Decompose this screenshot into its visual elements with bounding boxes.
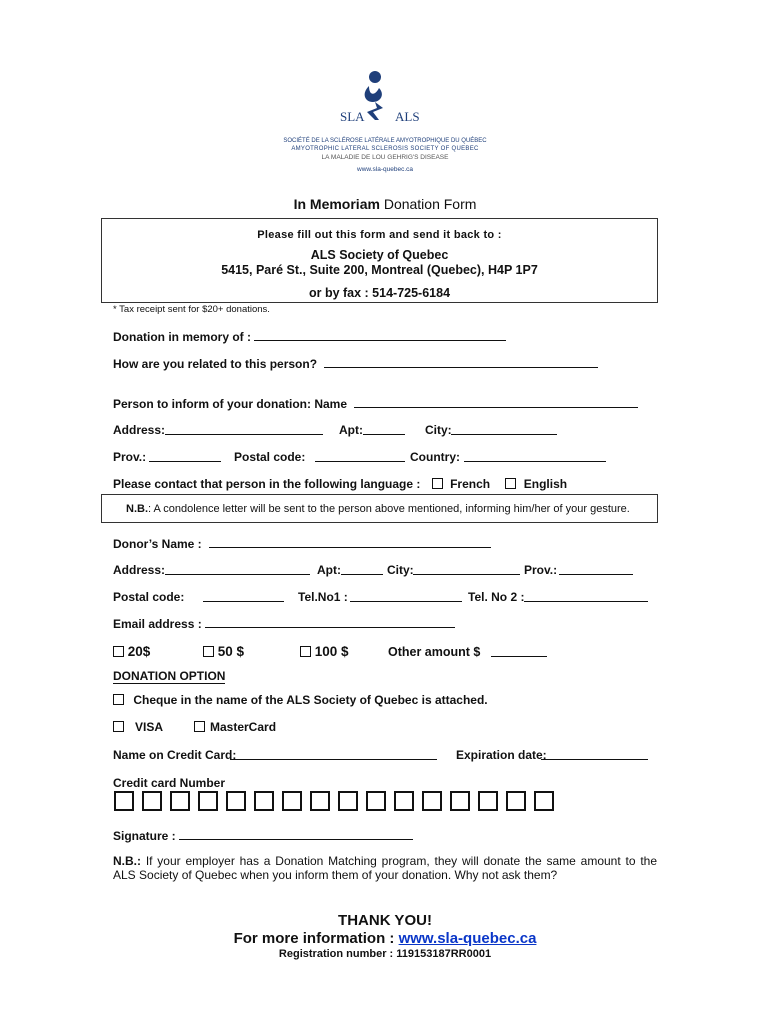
amount-50-option[interactable] [203,644,244,659]
inform-apt-label: Apt: [339,423,363,437]
condolence-note-text: : A condolence letter will be sent to the person above mentioned, informing him/her of your gesture. [148,503,630,515]
matching-note-label: N.B.: [113,854,141,868]
logo [0,60,770,180]
condolence-note-label: N.B. [126,503,148,515]
memory-row [113,329,506,344]
donor-city-label: City: [387,563,414,577]
donor-apt-field[interactable] [341,563,383,575]
condolence-note [126,503,630,515]
french-label: French [450,477,491,491]
card-digit-box[interactable] [254,791,274,811]
card-digit-box[interactable] [338,791,358,811]
card-name-label: Name on Credit Card: [113,748,237,762]
french-checkbox[interactable] [432,478,443,489]
amount-20-option[interactable] [113,644,150,659]
amount-20-checkbox[interactable] [113,646,124,657]
related-field[interactable] [324,356,598,368]
donor-address-field[interactable] [165,563,310,575]
address-fax: or by fax : 514-725-6184 [308,286,451,300]
inform-name-label: Person to inform of your donation: Name [113,397,348,411]
inform-address-field[interactable] [165,423,323,435]
signature-row [113,828,413,843]
donor-tel1-label: Tel.No1 : [298,590,348,604]
card-digit-box[interactable] [310,791,330,811]
memory-field[interactable] [254,329,506,341]
amount-other-field[interactable] [491,645,547,657]
tax-note: * Tax receipt sent for $20+ donations. [113,304,270,315]
donor-email-label: Email address : [113,617,202,631]
card-digit-box[interactable] [534,791,554,811]
address-street: 5415, Paré St., Suite 200, Montreal (Quebec), H4P 1P7 [221,263,538,277]
logo-als: ALS [395,109,420,124]
card-digit-box[interactable] [282,791,302,811]
donor-email-row [113,616,455,631]
card-digit-box[interactable] [478,791,498,811]
thank-you: THANK YOU! [338,912,432,929]
card-digit-box[interactable] [394,791,414,811]
cheque-row [113,693,488,707]
condolence-note-box [101,494,658,523]
expiration-label: Expiration date: [456,748,547,762]
inform-country-label: Country: [410,450,460,464]
title-rest: Donation Form [383,196,477,212]
mastercard-label: MasterCard [210,720,277,734]
signature-label: Signature : [113,829,176,843]
card-name-row [113,748,673,764]
amount-50-label: 50 $ [217,644,245,659]
signature-field[interactable] [179,828,413,840]
amounts-row [113,644,673,662]
visa-label: VISA [135,720,164,734]
inform-prov-label: Prov.: [113,450,147,464]
more-info-row [0,930,770,947]
registration-number: Registration number : 119153187RR0001 [278,948,492,960]
logo-line-en: AMYOTROPHIC LATERAL SCLEROSIS SOCIETY OF QUEBEC [291,146,479,152]
donor-name-row [113,536,491,551]
address-org: ALS Society of Quebec [310,248,449,262]
card-digit-box[interactable] [198,791,218,811]
inform-postal-label: Postal code: [234,450,306,464]
donor-postal-label: Postal code: [113,590,185,604]
inform-postal-field[interactable] [315,450,405,462]
inform-apt-field[interactable] [363,423,405,435]
inform-city-label: City: [425,423,452,437]
amount-50-checkbox[interactable] [203,646,214,657]
visa-checkbox[interactable] [113,721,124,732]
page-title [0,196,770,212]
donor-postal-row [113,590,673,606]
card-digit-box[interactable] [450,791,470,811]
logo-url[interactable]: www.sla-quebec.ca [357,166,413,173]
website-link[interactable]: www.sla-quebec.ca [398,930,537,947]
cheque-label: Cheque in the name of the ALS Society of Quebec is attached. [133,693,488,707]
address-box [101,218,658,303]
logo-line-fr: SOCIÉTÉ DE LA SCLÉROSE LATÉRALE AMYOTROPHIQUE DU QUÉBEC [283,138,487,144]
matching-note-text: If your employer has a Donation Matching program, they will donate the same amount to the ALS Society of Quebec when you inform them of your donation. Why not ask them? [113,854,657,882]
more-info-label: For more information : [233,930,395,947]
donor-tel2-label: Tel. No 2 : [468,590,525,604]
card-digit-box[interactable] [226,791,246,811]
card-digit-box[interactable] [422,791,442,811]
card-digit-box[interactable] [170,791,190,811]
card-number-boxes [114,791,562,816]
language-label: Please contact that person in the following language : [113,477,421,491]
donor-postal-field[interactable] [203,590,284,602]
inform-name-row [113,396,638,411]
donor-tel2-field[interactable] [524,590,648,602]
amount-20-label: 20$ [127,644,151,659]
memory-label: Donation in memory of : [113,330,251,344]
logo-sla: SLA [340,109,365,124]
mastercard-checkbox[interactable] [194,721,205,732]
card-type-row [113,720,413,736]
card-digit-box[interactable] [114,791,134,811]
donor-prov-field[interactable] [559,563,633,575]
amount-100-label: 100 $ [314,644,349,659]
english-label: English [523,477,568,491]
card-number-label: Credit card Number [113,776,226,790]
expiration-field[interactable] [541,748,648,760]
cheque-checkbox[interactable] [113,694,124,705]
amount-100-option[interactable] [300,644,349,659]
donor-email-field[interactable] [205,616,455,628]
inform-name-field[interactable] [354,396,638,408]
related-row [113,356,598,371]
donor-address-label: Address: [113,563,166,577]
card-name-field[interactable] [230,748,437,760]
donor-address-row [113,563,673,579]
card-digit-box[interactable] [506,791,526,811]
amount-other-label: Other amount $ [388,645,481,659]
inform-address-row [113,423,673,439]
donor-city-field[interactable] [413,563,520,575]
donor-prov-label: Prov.: [524,563,558,577]
english-checkbox[interactable] [505,478,516,489]
donor-name-label: Donor’s Name : [113,537,202,551]
related-label: How are you related to this person? [113,357,318,371]
donor-apt-label: Apt: [317,563,341,577]
donor-tel1-field[interactable] [350,590,462,602]
address-intro: Please fill out this form and send it back to : [257,229,502,241]
donor-name-field[interactable] [209,536,491,548]
inform-country-field[interactable] [464,450,606,462]
inform-city-field[interactable] [451,423,557,435]
amount-100-checkbox[interactable] [300,646,311,657]
language-row [113,477,567,491]
logo-line-disease: LA MALADIE DE LOU GEHRIG'S DISEASE [321,154,449,161]
inform-prov-field[interactable] [149,450,221,462]
card-digit-box[interactable] [366,791,386,811]
title-emphasis: In Memoriam [293,196,380,212]
donation-option-heading: DONATION OPTION [113,669,226,683]
card-digit-box[interactable] [142,791,162,811]
matching-note [113,854,657,882]
inform-prov-row [113,450,673,466]
inform-address-label: Address: [113,423,166,437]
